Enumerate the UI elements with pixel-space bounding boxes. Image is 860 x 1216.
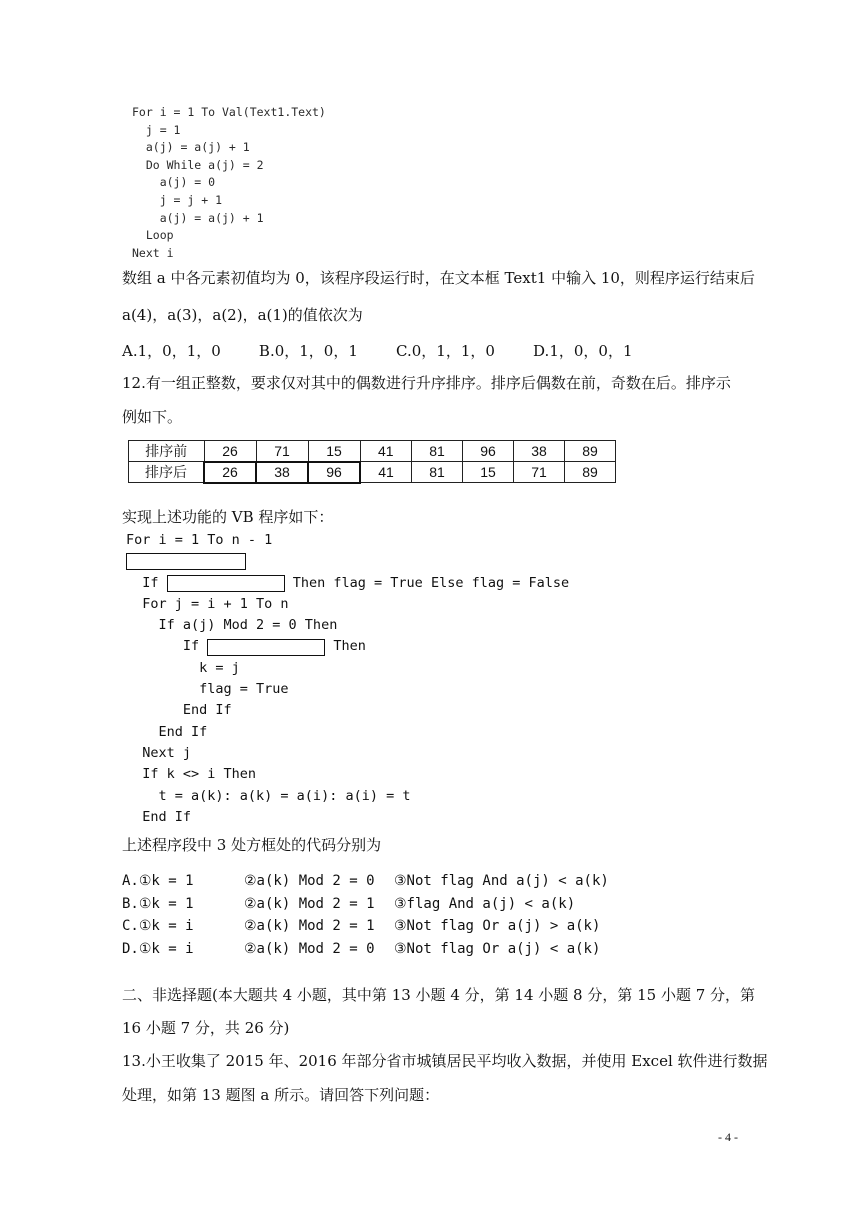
code-line: j = 1 [132, 122, 181, 137]
section2-line2: 16 小题 7 分，共 26 分) [122, 1019, 290, 1037]
vb-code-block [126, 530, 569, 828]
code-line: Do While a(j) = 2 [132, 157, 264, 172]
table-cell: 81 [412, 441, 463, 462]
code-line: flag = True [126, 681, 289, 698]
top-code-block [132, 104, 326, 262]
option-part: B.①k = 1 [122, 895, 194, 912]
option-part: ②a(k) Mod 2 = 1 [244, 918, 375, 934]
table-cell: 71 [256, 441, 308, 462]
option-row [122, 870, 609, 893]
code-line: t = a(k): a(k) = a(i): a(i) = t [126, 787, 411, 804]
option-row [122, 893, 609, 916]
option-part: ③Not flag Or a(j) < a(k) [394, 940, 601, 957]
q12-options [122, 870, 609, 960]
table-cell: 41 [360, 441, 412, 462]
code-fragment: If [126, 638, 208, 655]
code-line: a(j) = 0 [132, 175, 216, 190]
code-line: a(j) = a(j) + 1 [132, 210, 264, 225]
table-cell: 38 [514, 441, 565, 462]
code-line [126, 573, 569, 594]
option-part: ②a(k) Mod 2 = 0 [244, 940, 375, 957]
code-line: For i = 1 To Val(Text1.Text) [132, 105, 326, 119]
table-cell: 15 [463, 462, 514, 483]
q12-text-line1: 12.有一组正整数，要求仅对其中的偶数进行升序排序。排序后偶数在前，奇数在后。排序示 [122, 374, 731, 392]
code-line: j = j + 1 [132, 192, 223, 207]
option-part: D.①k = i [122, 940, 194, 957]
code-line: Next i [132, 245, 174, 260]
code-line: For i = 1 To n - 1 [126, 532, 273, 548]
q12-text-line2: 例如下。 [122, 408, 183, 426]
option-part: A.①k = 1 [122, 873, 194, 889]
q11-text-line1: 数组 a 中各元素初值均为 0，该程序段运行时，在文本框 Text1 中输入 10，则程序运行结束后 [122, 269, 755, 287]
option-part: ②a(k) Mod 2 = 0 [244, 873, 375, 889]
code-line: k = j [126, 659, 240, 676]
option-part: ③flag And a(j) < a(k) [394, 895, 576, 912]
table-cell: 26 [204, 462, 256, 483]
blank-box-3 [207, 639, 325, 656]
vb-intro: 实现上述功能的 VB 程序如下： [122, 508, 334, 526]
table-cell: 96 [308, 462, 360, 483]
table-cell: 26 [204, 441, 256, 462]
code-line [126, 636, 569, 657]
option-row [122, 915, 609, 938]
q11-options: A.1，0，1，0 B.0，1，0，1 C.0，1，1，0 D.1，0，0，1 [122, 342, 633, 360]
table-cell: 41 [360, 462, 412, 483]
code-line [126, 551, 569, 572]
code-line: End If [126, 702, 232, 719]
option-part: C.①k = i [122, 918, 194, 934]
option-part: ③Not flag And a(j) < a(k) [394, 873, 609, 889]
code-line: a(j) = a(j) + 1 [132, 140, 250, 155]
code-line: Loop [132, 228, 174, 243]
table-cell: 96 [463, 441, 514, 462]
code-fragment: Then [325, 638, 366, 655]
table-row-after [129, 462, 616, 483]
code-line: End If [126, 808, 192, 825]
table-cell: 89 [565, 441, 616, 462]
table-cell: 71 [514, 462, 565, 483]
table-cell: 15 [308, 441, 360, 462]
code-line: If a(j) Mod 2 = 0 Then [126, 617, 338, 634]
code-line: For j = i + 1 To n [126, 595, 289, 612]
page-number: - 4 - [718, 1130, 738, 1144]
code-line: End If [126, 723, 208, 740]
table-cell: 38 [256, 462, 308, 483]
option-part: ③Not flag Or a(j) > a(k) [394, 918, 601, 934]
row-header: 排序前 [129, 441, 205, 462]
row-header: 排序后 [129, 462, 205, 483]
code-line: Next j [126, 744, 192, 761]
sort-example-table [128, 440, 616, 484]
code-fragment: Then flag = True Else flag = False [284, 574, 570, 591]
code-fragment: If [126, 574, 167, 591]
q12-prompt: 上述程序段中 3 处方框处的代码分别为 [122, 836, 382, 854]
code-line: If k <> i Then [126, 766, 257, 783]
q13-line2: 处理，如第 13 题图 a 所示。请回答下列问题： [122, 1086, 440, 1104]
q13-line1: 13.小王收集了 2015 年、2016 年部分省市城镇居民平均收入数据，并使用 Excel 软件进行数据 [122, 1052, 768, 1070]
option-part: ②a(k) Mod 2 = 1 [244, 895, 375, 912]
q11-text-line2: a(4)，a(3)，a(2)，a(1)的值依次为 [122, 306, 363, 324]
table-cell: 81 [412, 462, 463, 483]
option-row [122, 938, 609, 961]
section2-line1: 二、非选择题(本大题共 4 小题，其中第 13 小题 4 分，第 14 小题 8 分，第 15 小题 7 分，第 [122, 986, 756, 1004]
table-row-before [129, 441, 616, 462]
blank-box-2 [167, 575, 285, 592]
blank-box-1 [126, 553, 246, 570]
table-cell: 89 [565, 462, 616, 483]
